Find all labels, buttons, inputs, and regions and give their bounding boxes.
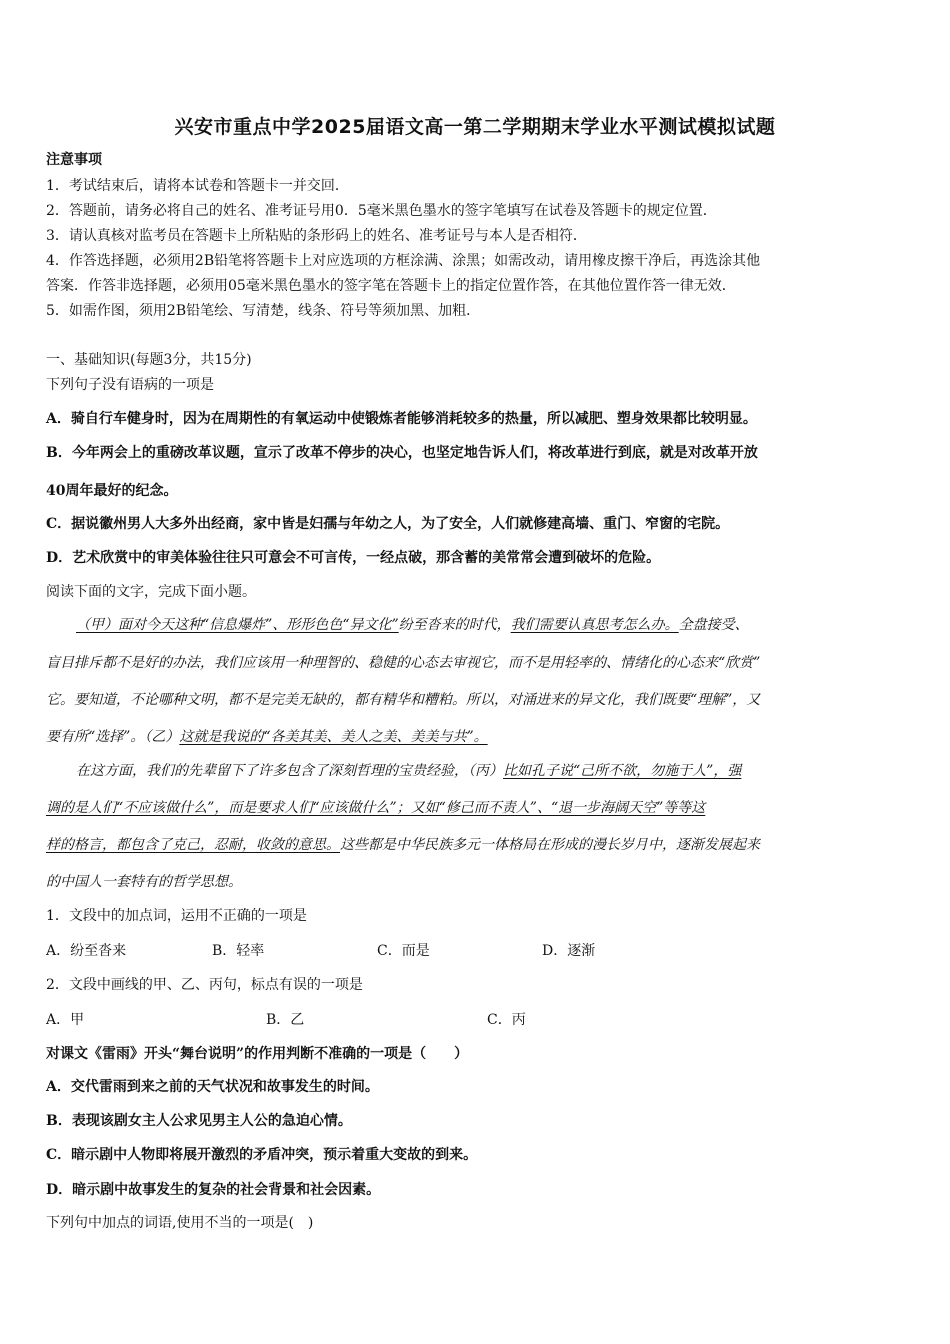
sub-option: D．逐渐 [542, 943, 596, 959]
underlined-sentence-jia: （甲）面对今天这种“信息爆炸”、形形色色“异文化” [76, 617, 399, 633]
underlined-sentence-yi: 这就是我说的“各美其美、美人之美、美美与共”。 [179, 729, 488, 745]
question-option: D．艺术欣赏中的审美体验往往只可意会不可言传，一经点破，那含蓄的美常常会遭到破坏的危险。 [46, 550, 661, 566]
sub-option: A．纷至沓来 [46, 943, 127, 959]
reading-intro: 阅读下面的文字，完成下面小题。 [46, 584, 256, 600]
passage-line: 要有所“选择”。（乙）这就是我说的“各美其美、美人之美、美美与共”。 [46, 729, 488, 745]
notice-item: 1．考试结束后，请将本试卷和答题卡一并交回． [46, 178, 349, 194]
question-stem: 下列句子没有语病的一项是 [46, 377, 214, 393]
question-option: A．骑自行车健身时，因为在周期性的有氧运动中使锻炼者能够消耗较多的热量，所以减肥、塑身效果都比较明显。 [46, 411, 757, 427]
question-stem: 对课文《雷雨》开头“舞台说明”的作用判断不准确的一项是（ ） [46, 1046, 469, 1062]
underlined-sentence-bing: 比如孔子说“己所不欲，勿施于人”，强 [503, 763, 742, 779]
sub-option: C．而是 [377, 943, 430, 959]
question-option: C．暗示剧中人物即将展开激烈的矛盾冲突，预示着重大变故的到来。 [46, 1147, 478, 1163]
notice-heading: 注意事项 [46, 152, 102, 168]
question-stem: 下列句中加点的词语,使用不当的一项是( ) [46, 1215, 314, 1231]
notice-item: 4．作答选择题，必须用2B铅笔将答题卡上对应选项的方框涂满、涂黑；如需改动，请用橡皮擦干净后，再选涂其他 [46, 253, 761, 269]
question-option: A．交代雷雨到来之前的天气状况和故事发生的时间。 [46, 1079, 379, 1095]
question-option: C．据说徽州男人大多外出经商，家中皆是妇孺与年幼之人，为了安全，人们就修建高墙、重门、窄窗的宅院。 [46, 516, 730, 532]
passage-line: 调的是人们“不应该做什么”，而是要求人们“应该做什么”；又如“修己而不责人”、“退一步海阔天空”等等这 [46, 800, 706, 816]
sub-option: A．甲 [46, 1012, 85, 1028]
notice-item: 5．如需作图，须用2B铅笔绘、写清楚，线条、符号等须加黑、加粗． [46, 303, 481, 319]
question-option: B．表现该剧女主人公求见男主人公的急迫心情。 [46, 1113, 352, 1129]
passage-line: 它。要知道，不论哪种文明，都不是完美无缺的，都有精华和糟粕。所以，对涌进来的异文化，我们既要“理解”，又 [46, 692, 761, 708]
notice-item: 3．请认真核对监考员在答题卡上所粘贴的条形码上的姓名、准考证号与本人是否相符． [46, 228, 587, 244]
passage-line: 样的格言，都包含了克己，忍耐，收敛的意思。这些都是中华民族多元一体格局在形成的漫长岁月中，逐渐发展起来 [46, 837, 760, 853]
question-option: 40周年最好的纪念。 [46, 483, 178, 499]
sub-option: B．乙 [266, 1012, 305, 1028]
exam-title: 兴安市重点中学2025届语文高一第二学期期末学业水平测试模拟试题 [174, 116, 776, 138]
passage-line: （甲）面对今天这种“信息爆炸”、形形色色“异文化”纷至沓来的时代，我们需要认真思考怎么办。全盘接受、 [76, 617, 749, 633]
passage-line: 的中国人一套特有的哲学思想。 [46, 874, 242, 890]
notice-item: 答案．作答非选择题，必须用05毫米黑色墨水的签字笔在答题卡上的指定位置作答，在其他位置作答一律无效． [46, 278, 736, 294]
passage-line: 在这方面，我们的先辈留下了许多包含了深刻哲理的宝贵经验，（丙）比如孔子说“己所不欲，勿施于人”，强 [76, 763, 742, 779]
question-option: B．今年两会上的重磅改革议题，宣示了改革不停步的决心，也坚定地告诉人们，将改革进行到底，就是对改革开放 [46, 445, 758, 461]
sub-option: C．丙 [487, 1012, 526, 1028]
question-option: D．暗示剧中故事发生的复杂的社会背景和社会因素。 [46, 1182, 381, 1198]
sub-option: B．轻率 [212, 943, 265, 959]
passage-line: 盲目排斥都不是好的办法，我们应该用一种理智的、稳健的心态去审视它，而不是用轻率的、情绪化的心态来“欣赏” [46, 655, 761, 671]
sub-question-stem: 1．文段中的加点词，运用不正确的一项是 [46, 908, 307, 924]
section-heading: 一、基础知识(每题3分，共15分) [46, 352, 252, 368]
notice-item: 2．答题前，请务必将自己的姓名、准考证号用0．5毫米黑色墨水的签字笔填写在试卷及答题卡的规定位置． [46, 203, 717, 219]
sub-question-stem: 2．文段中画线的甲、乙、丙句，标点有误的一项是 [46, 977, 363, 993]
